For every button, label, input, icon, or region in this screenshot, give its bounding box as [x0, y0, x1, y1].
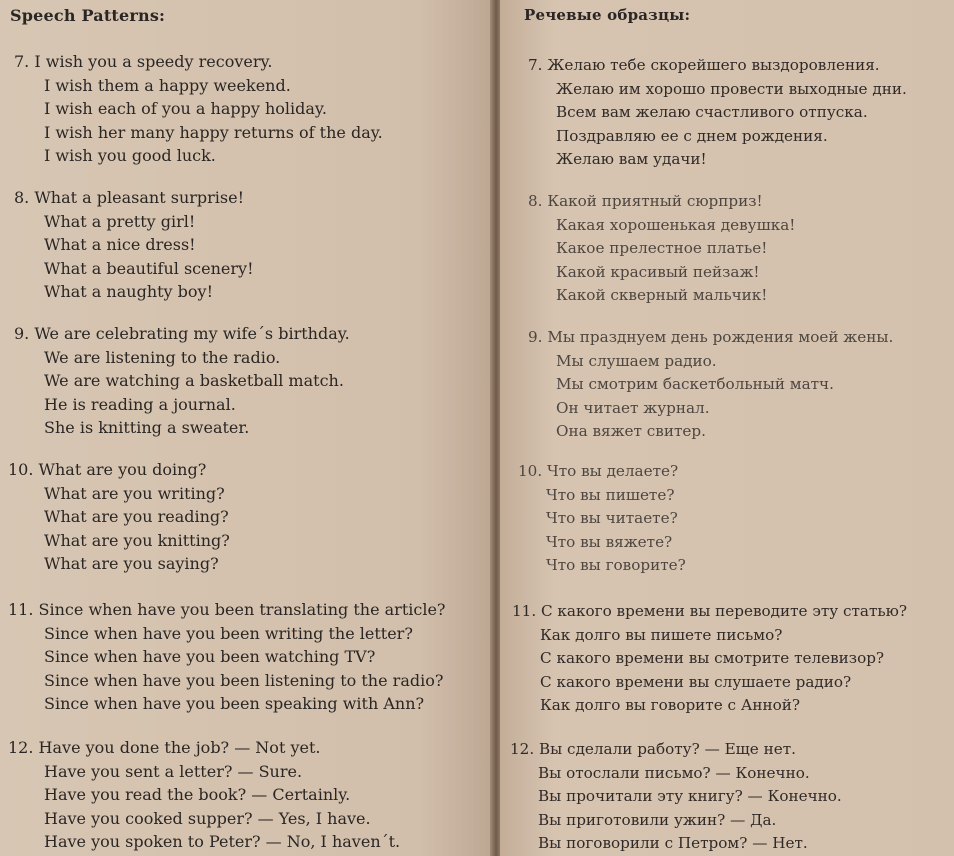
pattern-line: What are you reading? — [44, 507, 229, 527]
pattern-line: Желаю вам удачи! — [556, 150, 707, 169]
pattern-number: 7. — [14, 52, 30, 71]
pattern-number: 12. — [8, 738, 34, 757]
pattern-line: 11. Since when have you been translating the article? — [8, 598, 446, 622]
pattern-line: Вы поговорили с Петром? — Нет. — [538, 834, 808, 853]
pattern-line: Since when have you been writing the letter? — [44, 623, 413, 643]
english-pattern-8 — [14, 186, 254, 304]
russian-pattern-8 — [528, 190, 795, 308]
pattern-line: What a nice dress! — [44, 235, 196, 255]
pattern-line: Желаю им хорошо провести выходные дни. — [556, 79, 907, 98]
pattern-number: 7. — [528, 56, 543, 74]
russian-pattern-10 — [518, 460, 686, 578]
pattern-line: Что вы пишете? — [546, 485, 675, 504]
left-page-heading: Speech Patterns: — [10, 6, 166, 25]
pattern-line: Вы прочитали эту книгу? — Конечно. — [538, 787, 842, 806]
pattern-line: I wish you good luck. — [44, 146, 216, 166]
pattern-line: I wish each of you a happy holiday. — [44, 99, 327, 119]
pattern-line: She is knitting a sweater. — [44, 418, 250, 438]
pattern-line: Какое прелестное платье! — [556, 239, 768, 258]
pattern-line: He is reading a journal. — [44, 394, 236, 414]
pattern-number: 8. — [14, 188, 30, 207]
russian-pattern-7 — [528, 54, 907, 172]
pattern-line: What are you writing? — [44, 483, 225, 503]
pattern-line: Всем вам желаю счастливого отпуска. — [556, 103, 868, 122]
pattern-line: 8. Какой приятный сюрприз! — [528, 190, 795, 214]
pattern-line: Мы смотрим баскетбольный матч. — [556, 375, 834, 394]
pattern-line: What a naughty boy! — [44, 282, 214, 302]
right-page-heading: Речевые образцы: — [524, 6, 691, 24]
russian-pattern-11 — [512, 600, 907, 718]
russian-pattern-9 — [528, 326, 893, 444]
russian-pattern-12 — [510, 738, 842, 856]
pattern-line: Какая хорошенькая девушка! — [556, 215, 796, 234]
pattern-line: Что вы вяжете? — [546, 532, 673, 551]
english-pattern-12 — [8, 736, 400, 854]
pattern-line: What a pretty girl! — [44, 211, 196, 231]
pattern-number: 9. — [528, 328, 543, 346]
pattern-line: Have you cooked supper? — Yes, I have. — [44, 808, 371, 828]
pattern-line: We are watching a basketball match. — [44, 371, 344, 391]
english-pattern-7 — [14, 50, 383, 168]
pattern-line: Что вы говорите? — [546, 556, 686, 575]
pattern-line: С какого времени вы слушаете радио? — [540, 672, 852, 691]
pattern-line: 12. Have you done the job? — Not yet. — [8, 736, 400, 760]
pattern-number: 11. — [512, 602, 537, 620]
english-pattern-9 — [14, 322, 350, 440]
pattern-line: 7. I wish you a speedy recovery. — [14, 50, 383, 74]
pattern-line: 8. What a pleasant surprise! — [14, 186, 254, 210]
pattern-line: Мы слушаем радио. — [556, 351, 717, 370]
pattern-line: Какой красивый пейзаж! — [556, 262, 760, 281]
pattern-line: Он читает журнал. — [556, 398, 710, 417]
pattern-line: Since when have you been speaking with Ann? — [44, 694, 425, 714]
english-pattern-11 — [8, 598, 446, 716]
pattern-line: What are you saying? — [44, 554, 219, 574]
pattern-line: Since when have you been listening to the radio? — [44, 670, 444, 690]
pattern-line: 10. Что вы делаете? — [518, 460, 686, 484]
pattern-line: 9. Мы празднуем день рождения моей жены. — [528, 326, 893, 350]
pattern-number: 8. — [528, 192, 543, 210]
pattern-line: What are you knitting? — [44, 530, 230, 550]
pattern-line: Вы отослали письмо? — Конечно. — [538, 763, 810, 782]
pattern-line: Поздравляю ее с днем рождения. — [556, 126, 828, 145]
pattern-line: We are listening to the radio. — [44, 347, 281, 367]
pattern-line: Have you read the book? — Certainly. — [44, 785, 351, 805]
pattern-line: 10. What are you doing? — [8, 458, 230, 482]
pattern-line: С какого времени вы смотрите телевизор? — [540, 649, 885, 668]
pattern-line: Какой скверный мальчик! — [556, 286, 768, 305]
pattern-line: 7. Желаю тебе скорейшего выздоровления. — [528, 54, 907, 78]
english-pattern-10 — [8, 458, 230, 576]
pattern-number: 10. — [518, 462, 543, 480]
pattern-number: 9. — [14, 324, 30, 343]
pattern-line: 11. С какого времени вы переводите эту статью? — [512, 600, 907, 624]
pattern-line: Она вяжет свитер. — [556, 422, 706, 441]
pattern-number: 11. — [8, 600, 34, 619]
pattern-number: 12. — [510, 740, 535, 758]
pattern-line: Как долго вы пишете письмо? — [540, 625, 783, 644]
pattern-line: What a beautiful scenery! — [44, 258, 254, 278]
pattern-line: 12. Вы сделали работу? — Еще нет. — [510, 738, 842, 762]
pattern-line: Как долго вы говорите с Анной? — [540, 696, 801, 715]
pattern-line: Since when have you been watching TV? — [44, 647, 376, 667]
pattern-line: Have you sent a letter? — Sure. — [44, 761, 303, 781]
right-page — [500, 0, 954, 856]
pattern-line: I wish them a happy weekend. — [44, 75, 291, 95]
pattern-line: Вы приготовили ужин? — Да. — [538, 810, 777, 829]
pattern-line: 9. We are celebrating my wife´s birthday. — [14, 322, 350, 346]
pattern-line: Have you spoken to Peter? — No, I haven´t. — [44, 832, 401, 852]
pattern-line: Что вы читаете? — [546, 509, 678, 528]
pattern-line: I wish her many happy returns of the day. — [44, 122, 383, 142]
pattern-number: 10. — [8, 460, 34, 479]
